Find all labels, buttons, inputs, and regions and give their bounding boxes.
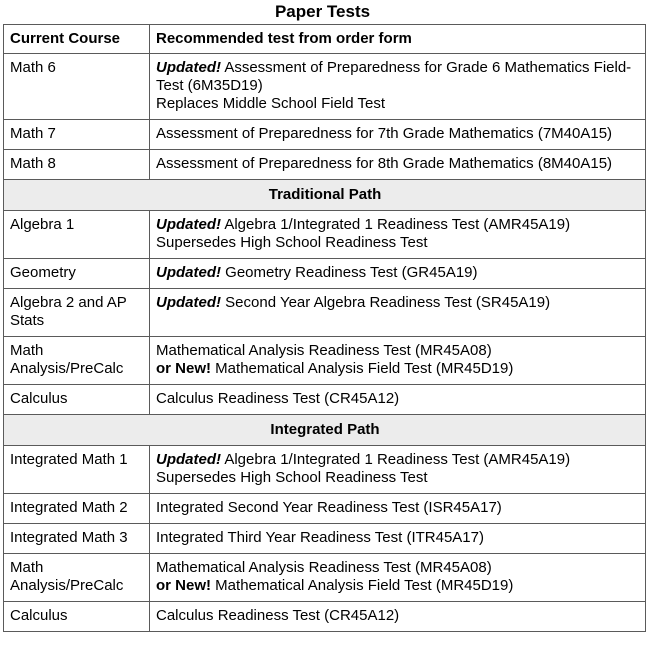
or-new-label [156, 577, 211, 594]
table-row-integrated-math2 [4, 494, 646, 524]
test-cell: Integrated Second Year Readiness Test (ISR45A17) [150, 494, 646, 524]
course-cell: Math 6 [4, 54, 150, 120]
test-name: Mathematical Analysis Readiness Test (MR45A08) [156, 559, 492, 576]
table-row-geometry [4, 259, 646, 289]
header-recommended-test: Recommended test from order form [150, 25, 646, 54]
course-cell: Algebra 2 and AP Stats [4, 289, 150, 337]
course-cell: Math 8 [4, 150, 150, 180]
or-new-text: or New! [156, 577, 212, 594]
table-row-math-analysis [4, 554, 646, 602]
table-row-integrated-math1 [4, 446, 646, 494]
table-row-calculus [4, 385, 646, 415]
test-name-alt: Mathematical Analysis Field Test (MR45D19) [211, 577, 514, 594]
course-cell: Integrated Math 3 [4, 524, 150, 554]
course-cell: Calculus [4, 385, 150, 415]
test-cell [150, 337, 646, 385]
test-note: Supersedes High School Readiness Test [156, 234, 428, 251]
course-cell: Calculus [4, 602, 150, 632]
course-cell: Math Analysis/PreCalc [4, 337, 150, 385]
section-header-traditional [4, 180, 646, 211]
test-name: Geometry Readiness Test (GR45A19) [221, 264, 478, 281]
test-cell [150, 446, 646, 494]
section-header-integrated [4, 415, 646, 446]
test-cell [150, 259, 646, 289]
test-cell [150, 554, 646, 602]
table-row-integrated-math3 [4, 524, 646, 554]
or-new-text: or New! [156, 360, 212, 377]
table-row-math7 [4, 120, 646, 150]
course-cell: Integrated Math 2 [4, 494, 150, 524]
test-name: Algebra 1/Integrated 1 Readiness Test (AMR45A19) [221, 216, 571, 233]
paper-tests-table [3, 24, 646, 632]
course-cell: Algebra 1 [4, 211, 150, 259]
section-title: Traditional Path [4, 180, 646, 211]
course-cell: Math 7 [4, 120, 150, 150]
table-row-algebra2 [4, 289, 646, 337]
table-row-calculus [4, 602, 646, 632]
table-row-math-analysis [4, 337, 646, 385]
table-row-algebra1 [4, 211, 646, 259]
test-note: Replaces Middle School Field Test [156, 95, 386, 112]
test-cell: Assessment of Preparedness for 8th Grade Mathematics (8M40A15) [150, 150, 646, 180]
test-cell [150, 54, 646, 120]
test-cell [150, 289, 646, 337]
table-row-math6 [4, 54, 646, 120]
test-name: Mathematical Analysis Readiness Test (MR45A08) [156, 342, 492, 359]
course-cell: Integrated Math 1 [4, 446, 150, 494]
test-note: Supersedes High School Readiness Test [156, 469, 428, 486]
updated-label: Updated! [156, 216, 221, 233]
test-name-alt: Mathematical Analysis Field Test (MR45D19) [211, 360, 514, 377]
test-name: Assessment of Preparedness for Grade 6 Mathematics Field-Test (6M35D19) [156, 59, 632, 94]
updated-label: Updated! [156, 264, 221, 281]
test-cell: Assessment of Preparedness for 7th Grade Mathematics (7M40A15) [150, 120, 646, 150]
test-cell [150, 211, 646, 259]
test-name: Algebra 1/Integrated 1 Readiness Test (AMR45A19) [221, 451, 571, 468]
test-cell: Calculus Readiness Test (CR45A12) [150, 602, 646, 632]
table-header-row [4, 25, 646, 54]
test-name: Second Year Algebra Readiness Test (SR45A19) [221, 294, 551, 311]
test-cell: Calculus Readiness Test (CR45A12) [150, 385, 646, 415]
test-cell: Integrated Third Year Readiness Test (ITR45A17) [150, 524, 646, 554]
updated-label: Updated! [156, 294, 221, 311]
section-title: Integrated Path [4, 415, 646, 446]
course-cell: Geometry [4, 259, 150, 289]
table-row-math8 [4, 150, 646, 180]
updated-label: Updated! [156, 451, 221, 468]
header-current-course: Current Course [4, 25, 150, 54]
or-new-label [156, 360, 211, 377]
updated-label: Updated! [156, 59, 221, 76]
course-cell: Math Analysis/PreCalc [4, 554, 150, 602]
page-title: Paper Tests [274, 2, 371, 21]
